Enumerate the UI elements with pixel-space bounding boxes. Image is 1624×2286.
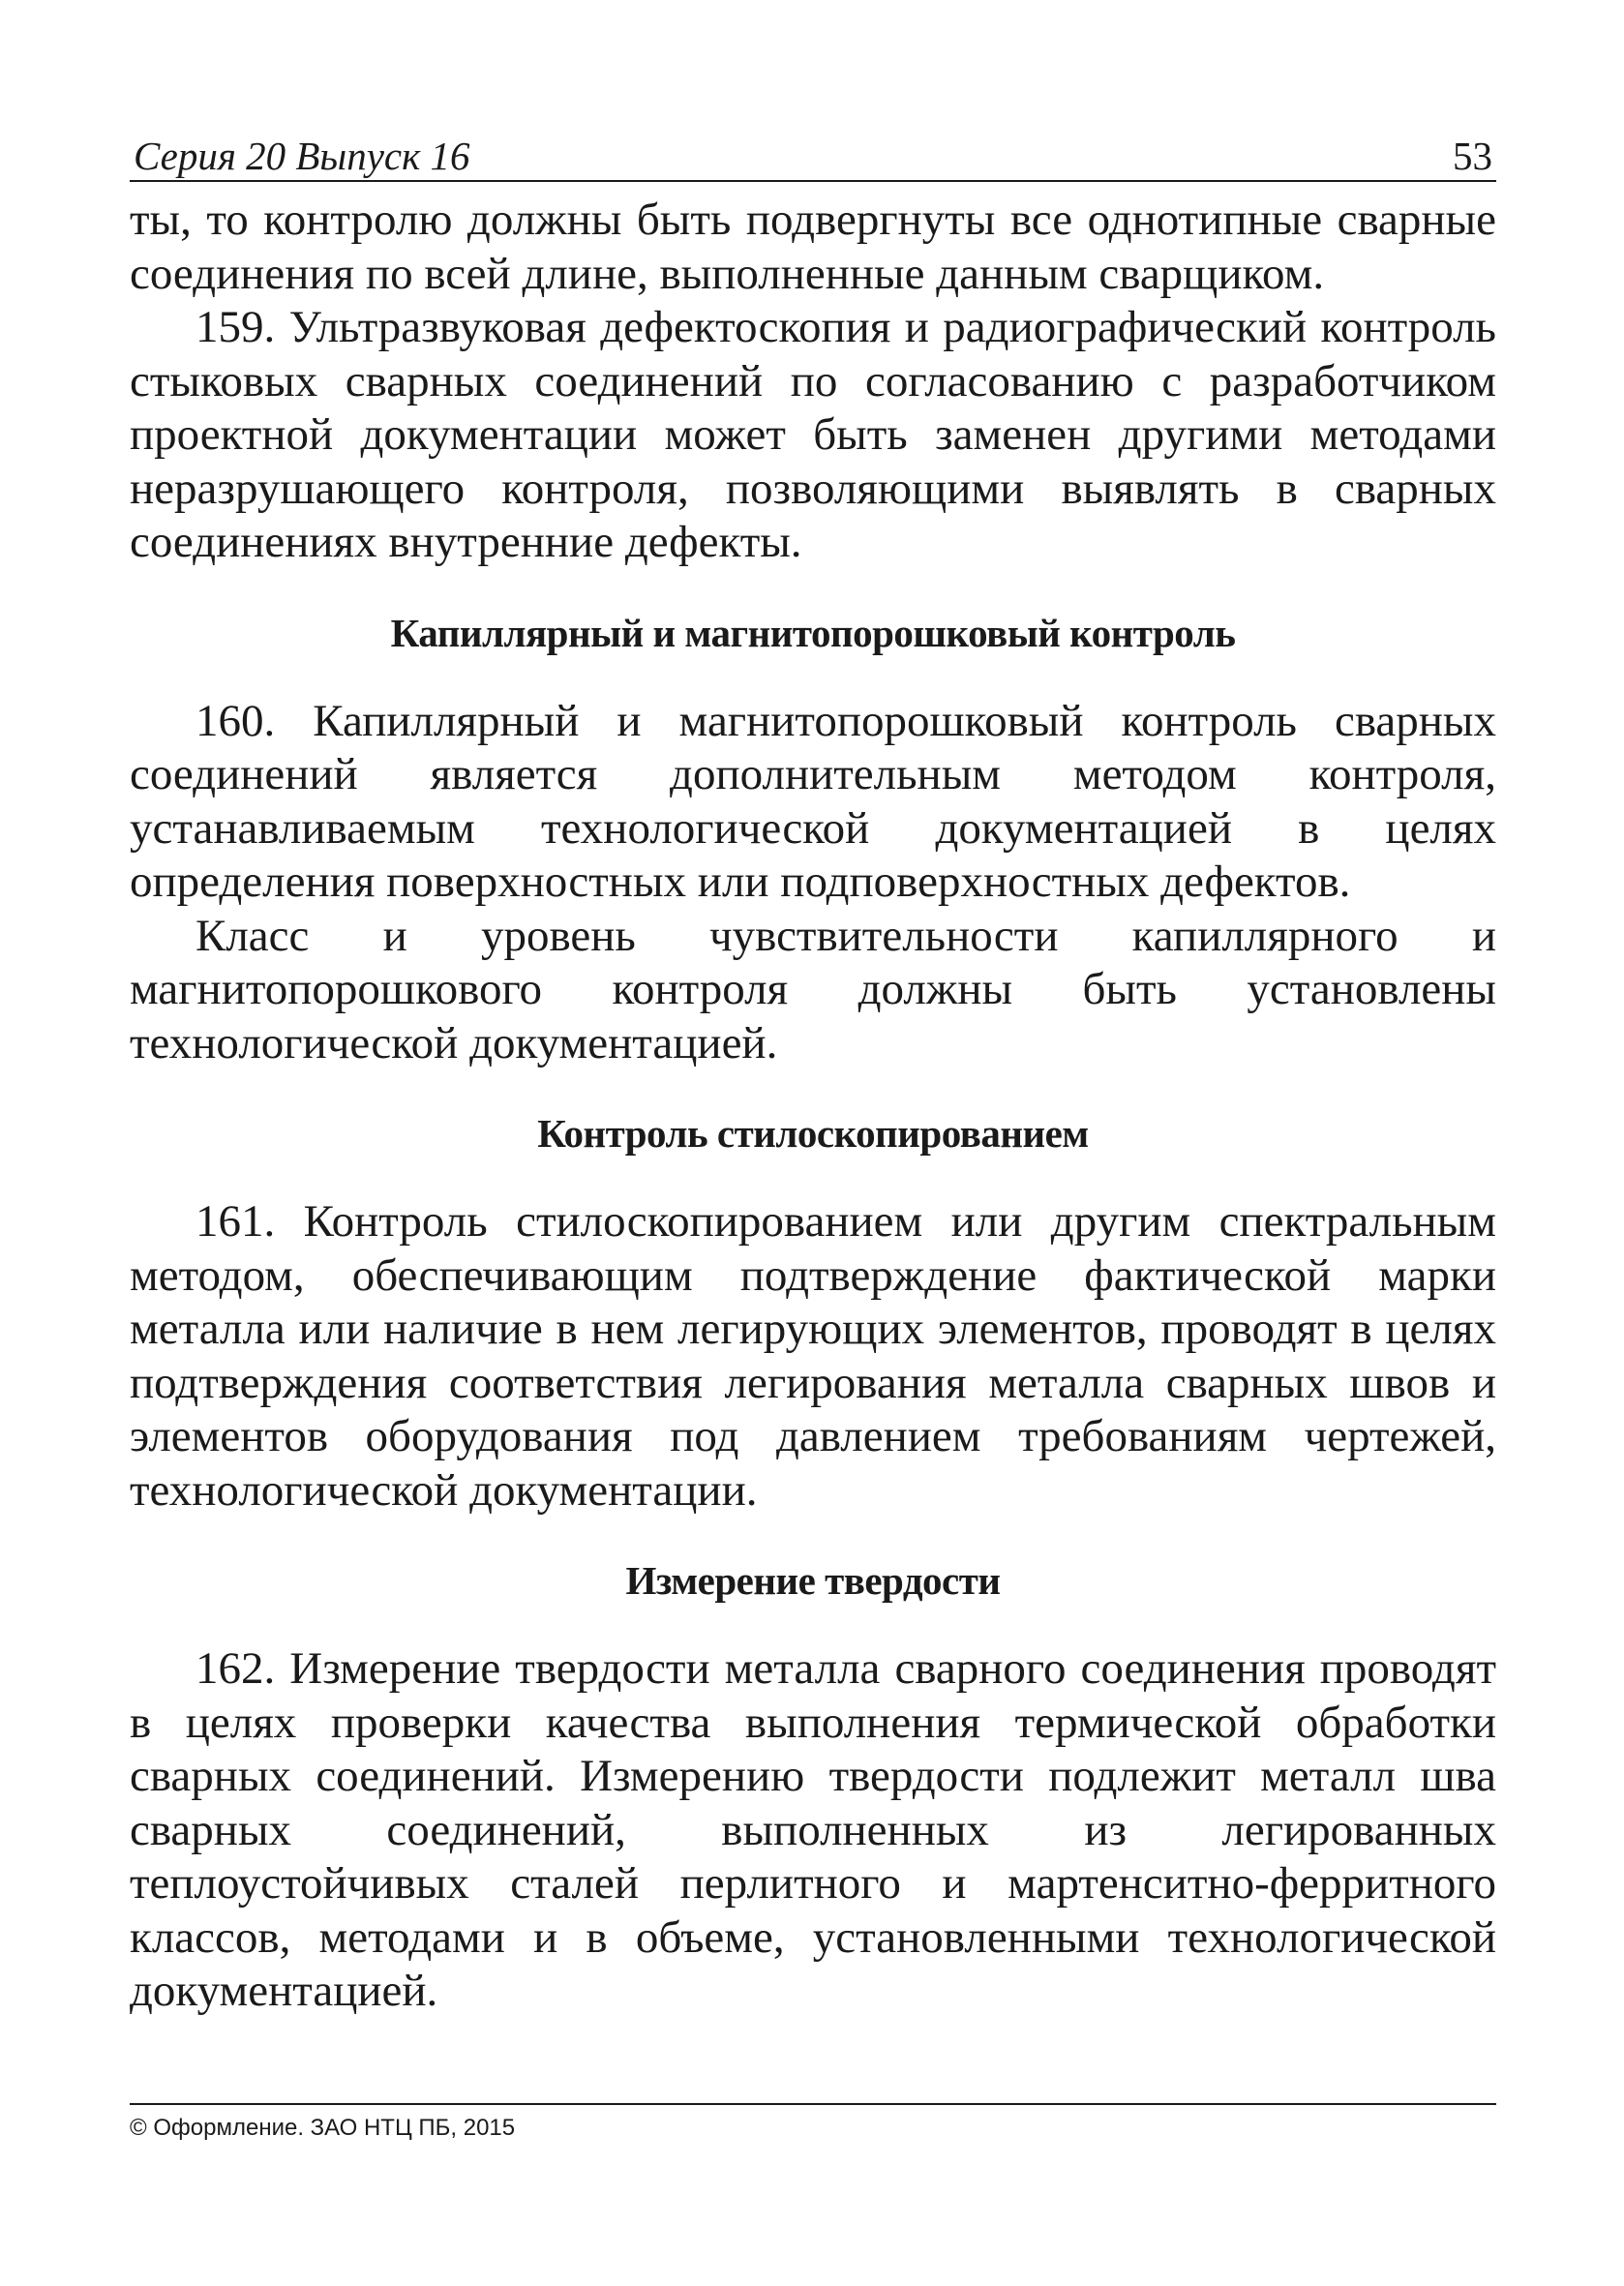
page-number: 53 — [1453, 134, 1492, 178]
document-body — [130, 194, 1496, 2019]
series-title: Серия 20 Выпуск 16 — [134, 134, 470, 178]
paragraph-160-class: Класс и уровень чувствительности капиллярного и магнитопорошкового контроля должны быть установлены технологической документацией. — [130, 910, 1496, 1068]
section-heading-capillary: Капиллярный и магнитопорошковый контроль — [390, 610, 1236, 655]
paragraph-161: 161. Контроль стилоскопированием или другим спектральным методом, обеспечивающим подтверждение фактической марки металла или наличие в нем легирующих элементов, проводят в целях подтверждения соответствия легирования металла сварных швов и элементов оборудования под давлением требованиям чертежей, технологической документации. — [130, 1196, 1496, 1516]
paragraph-160: 160. Капиллярный и магнитопорошковый контроль сварных соединений является дополнительным методом контроля, устанавливаемым технологической документацией в целях определения поверхностных или подповерхностных дефектов. — [130, 695, 1496, 907]
page-footer — [130, 2103, 1496, 2140]
copyright-notice: © Оформление. ЗАО НТЦ ПБ, 2015 — [130, 2115, 516, 2141]
document-page — [130, 124, 1496, 2019]
section-heading-hardness: Измерение твердости — [625, 1558, 1001, 1603]
section-heading-styloscopy: Контроль стилоскопированием — [537, 1111, 1089, 1156]
paragraph-continuation: ты, то контролю должны быть подвергнуты все однотипные сварные соединения по всей длине, выполненные данным сварщиком. — [130, 195, 1496, 299]
paragraph-162: 162. Измерение твердости металла сварного соединения проводят в целях проверки качества выполнения термической обработки сварных соединений. Измерению твердости подлежит металл шва сварных соединений, выполненных из легированных теплоустойчивых сталей перлитного и мартенситно-ферритного классов, методами и в объеме, установленными технологической документацией. — [130, 1643, 1496, 2016]
paragraph-159: 159. Ультразвуковая дефектоскопия и радиографический контроль стыковых сварных соединений по согласованию с разработчиком проектной документации может быть заменен другими методами неразрушающего контроля, позволяющими выявлять в сварных соединениях внутренние дефекты. — [130, 302, 1496, 567]
running-header — [130, 124, 1496, 182]
